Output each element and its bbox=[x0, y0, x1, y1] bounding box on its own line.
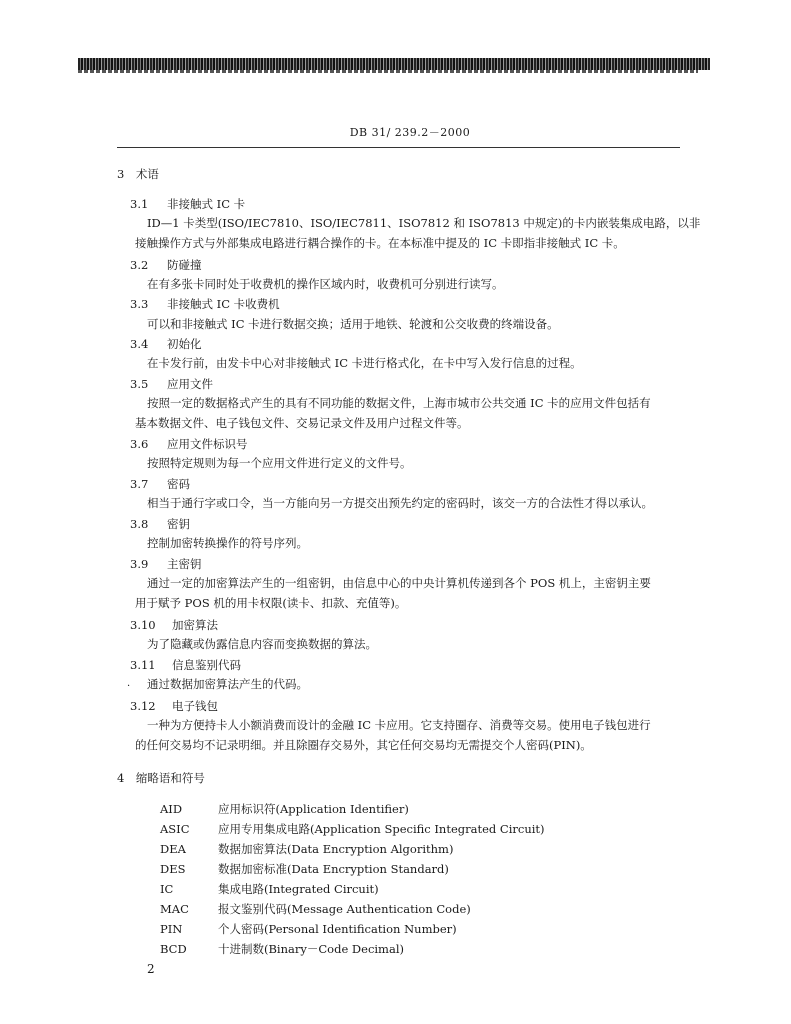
section-4-title: 4 缩略语和符号 bbox=[117, 771, 205, 785]
term-3-1-line-2: 接触操作方式与外部集成电路进行耦合操作的卡。在本标准中提及的 IC 卡即指非接触式 IC 卡。 bbox=[135, 236, 625, 250]
abbr-code: ASIC bbox=[160, 822, 190, 836]
term-3-7-title: 密码 bbox=[167, 477, 190, 491]
abbr-definition: 应用标识符(Application Identifier) bbox=[218, 802, 409, 816]
abbr-definition: 个人密码(Personal Identification Number) bbox=[218, 922, 457, 936]
header-rule bbox=[117, 147, 680, 148]
term-3-10-line-1: 为了隐藏或伪露信息内容而变换数据的算法。 bbox=[147, 637, 377, 651]
term-3-3-line-1: 可以和非接触式 IC 卡进行数据交换；适用于地铁、轮渡和公交收费的终端设备。 bbox=[147, 317, 559, 331]
term-3-1-title: 非接触式 IC 卡 bbox=[167, 197, 246, 211]
term-3-11-number: 3.11 bbox=[130, 658, 156, 672]
term-3-12-line-1: 一种为方便持卡人小额消费而设计的金融 IC 卡应用。它支持圈存、消费等交易。使用电子钱包进行 bbox=[147, 718, 651, 732]
abbr-code: BCD bbox=[160, 942, 187, 956]
term-3-2-line-1: 在有多张卡同时处于收费机的操作区域内时，收费机可分别进行读写。 bbox=[147, 277, 504, 291]
term-3-11-line-1: 通过数据加密算法产生的代码。 bbox=[147, 677, 308, 691]
scan-dot: · bbox=[127, 681, 131, 692]
term-3-2-number: 3.2 bbox=[130, 258, 149, 272]
abbr-code: PIN bbox=[160, 922, 183, 936]
term-3-8-line-1: 控制加密转换操作的符号序列。 bbox=[147, 536, 308, 550]
term-3-10-number: 3.10 bbox=[130, 618, 156, 632]
term-3-6-line-1: 按照特定规则为每一个应用文件进行定义的文件号。 bbox=[147, 456, 412, 470]
term-3-3-number: 3.3 bbox=[130, 297, 149, 311]
term-3-2-title: 防碰撞 bbox=[167, 258, 202, 272]
term-3-1-number: 3.1 bbox=[130, 197, 149, 211]
abbr-code: MAC bbox=[160, 902, 189, 916]
scan-artifact-band bbox=[78, 58, 710, 70]
term-3-12-line-2: 的任何交易均不记录明细。并且除圈存交易外，其它任何交易均无需提交个人密码(PIN)。 bbox=[135, 738, 592, 752]
term-3-4-line-1: 在卡发行前，由发卡中心对非接触式 IC 卡进行格式化，在卡中写入发行信息的过程。 bbox=[147, 356, 582, 370]
term-3-12-title: 电子钱包 bbox=[172, 699, 218, 713]
abbr-code: IC bbox=[160, 882, 174, 896]
term-3-5-line-2: 基本数据文件、电子钱包文件、交易记录文件及用户过程文件等。 bbox=[135, 416, 469, 430]
section-3-title: 3 术语 bbox=[117, 167, 159, 181]
term-3-4-number: 3.4 bbox=[130, 337, 149, 351]
standard-code: DB 31/ 239.2－2000 bbox=[349, 126, 471, 139]
page-number: 2 bbox=[147, 962, 155, 976]
abbr-code: AID bbox=[160, 802, 183, 816]
term-3-12-number: 3.12 bbox=[130, 699, 156, 713]
term-3-6-number: 3.6 bbox=[130, 437, 149, 451]
term-3-7-number: 3.7 bbox=[130, 477, 149, 491]
abbr-definition: 集成电路(Integrated Circuit) bbox=[218, 882, 379, 896]
term-3-8-number: 3.8 bbox=[130, 517, 149, 531]
term-3-6-title: 应用文件标识号 bbox=[167, 437, 248, 451]
term-3-5-line-1: 按照一定的数据格式产生的具有不同功能的数据文件，上海市城市公共交通 IC 卡的应用文件包括有 bbox=[147, 396, 651, 410]
abbr-definition: 十进制数(Binary－Code Decimal) bbox=[218, 942, 404, 956]
abbr-definition: 报文鉴别代码(Message Authentication Code) bbox=[218, 902, 471, 916]
term-3-11-title: 信息鉴别代码 bbox=[172, 658, 241, 672]
term-3-8-title: 密钥 bbox=[167, 517, 190, 531]
term-3-9-title: 主密钥 bbox=[167, 557, 202, 571]
term-3-7-line-1: 相当于通行字或口令，当一方能向另一方提交出预先约定的密码时，该交一方的合法性才得以承认。 bbox=[147, 496, 653, 510]
term-3-5-number: 3.5 bbox=[130, 377, 149, 391]
term-3-9-number: 3.9 bbox=[130, 557, 149, 571]
term-3-9-line-1: 通过一定的加密算法产生的一组密钥，由信息中心的中央计算机传递到各个 POS 机上，主密钥主要 bbox=[147, 576, 651, 590]
abbr-definition: 数据加密标准(Data Encryption Standard) bbox=[218, 862, 449, 876]
term-3-10-title: 加密算法 bbox=[172, 618, 218, 632]
abbr-definition: 应用专用集成电路(Application Specific Integrated Circuit) bbox=[218, 822, 545, 836]
abbr-code: DES bbox=[160, 862, 186, 876]
term-3-3-title: 非接触式 IC 卡收费机 bbox=[167, 297, 280, 311]
abbr-definition: 数据加密算法(Data Encryption Algorithm) bbox=[218, 842, 454, 856]
term-3-4-title: 初始化 bbox=[167, 337, 202, 351]
term-3-1-line-1: ID—1 卡类型(ISO/IEC7810、ISO/IEC7811、ISO7812 和 ISO7813 中规定)的卡内嵌装集成电路，以非 bbox=[147, 216, 701, 230]
term-3-9-line-2: 用于赋予 POS 机的用卡权限(读卡、扣款、充值等)。 bbox=[135, 596, 407, 610]
abbr-code: DEA bbox=[160, 842, 186, 856]
term-3-5-title: 应用文件 bbox=[167, 377, 213, 391]
scan-artifact-band-2 bbox=[78, 70, 698, 73]
